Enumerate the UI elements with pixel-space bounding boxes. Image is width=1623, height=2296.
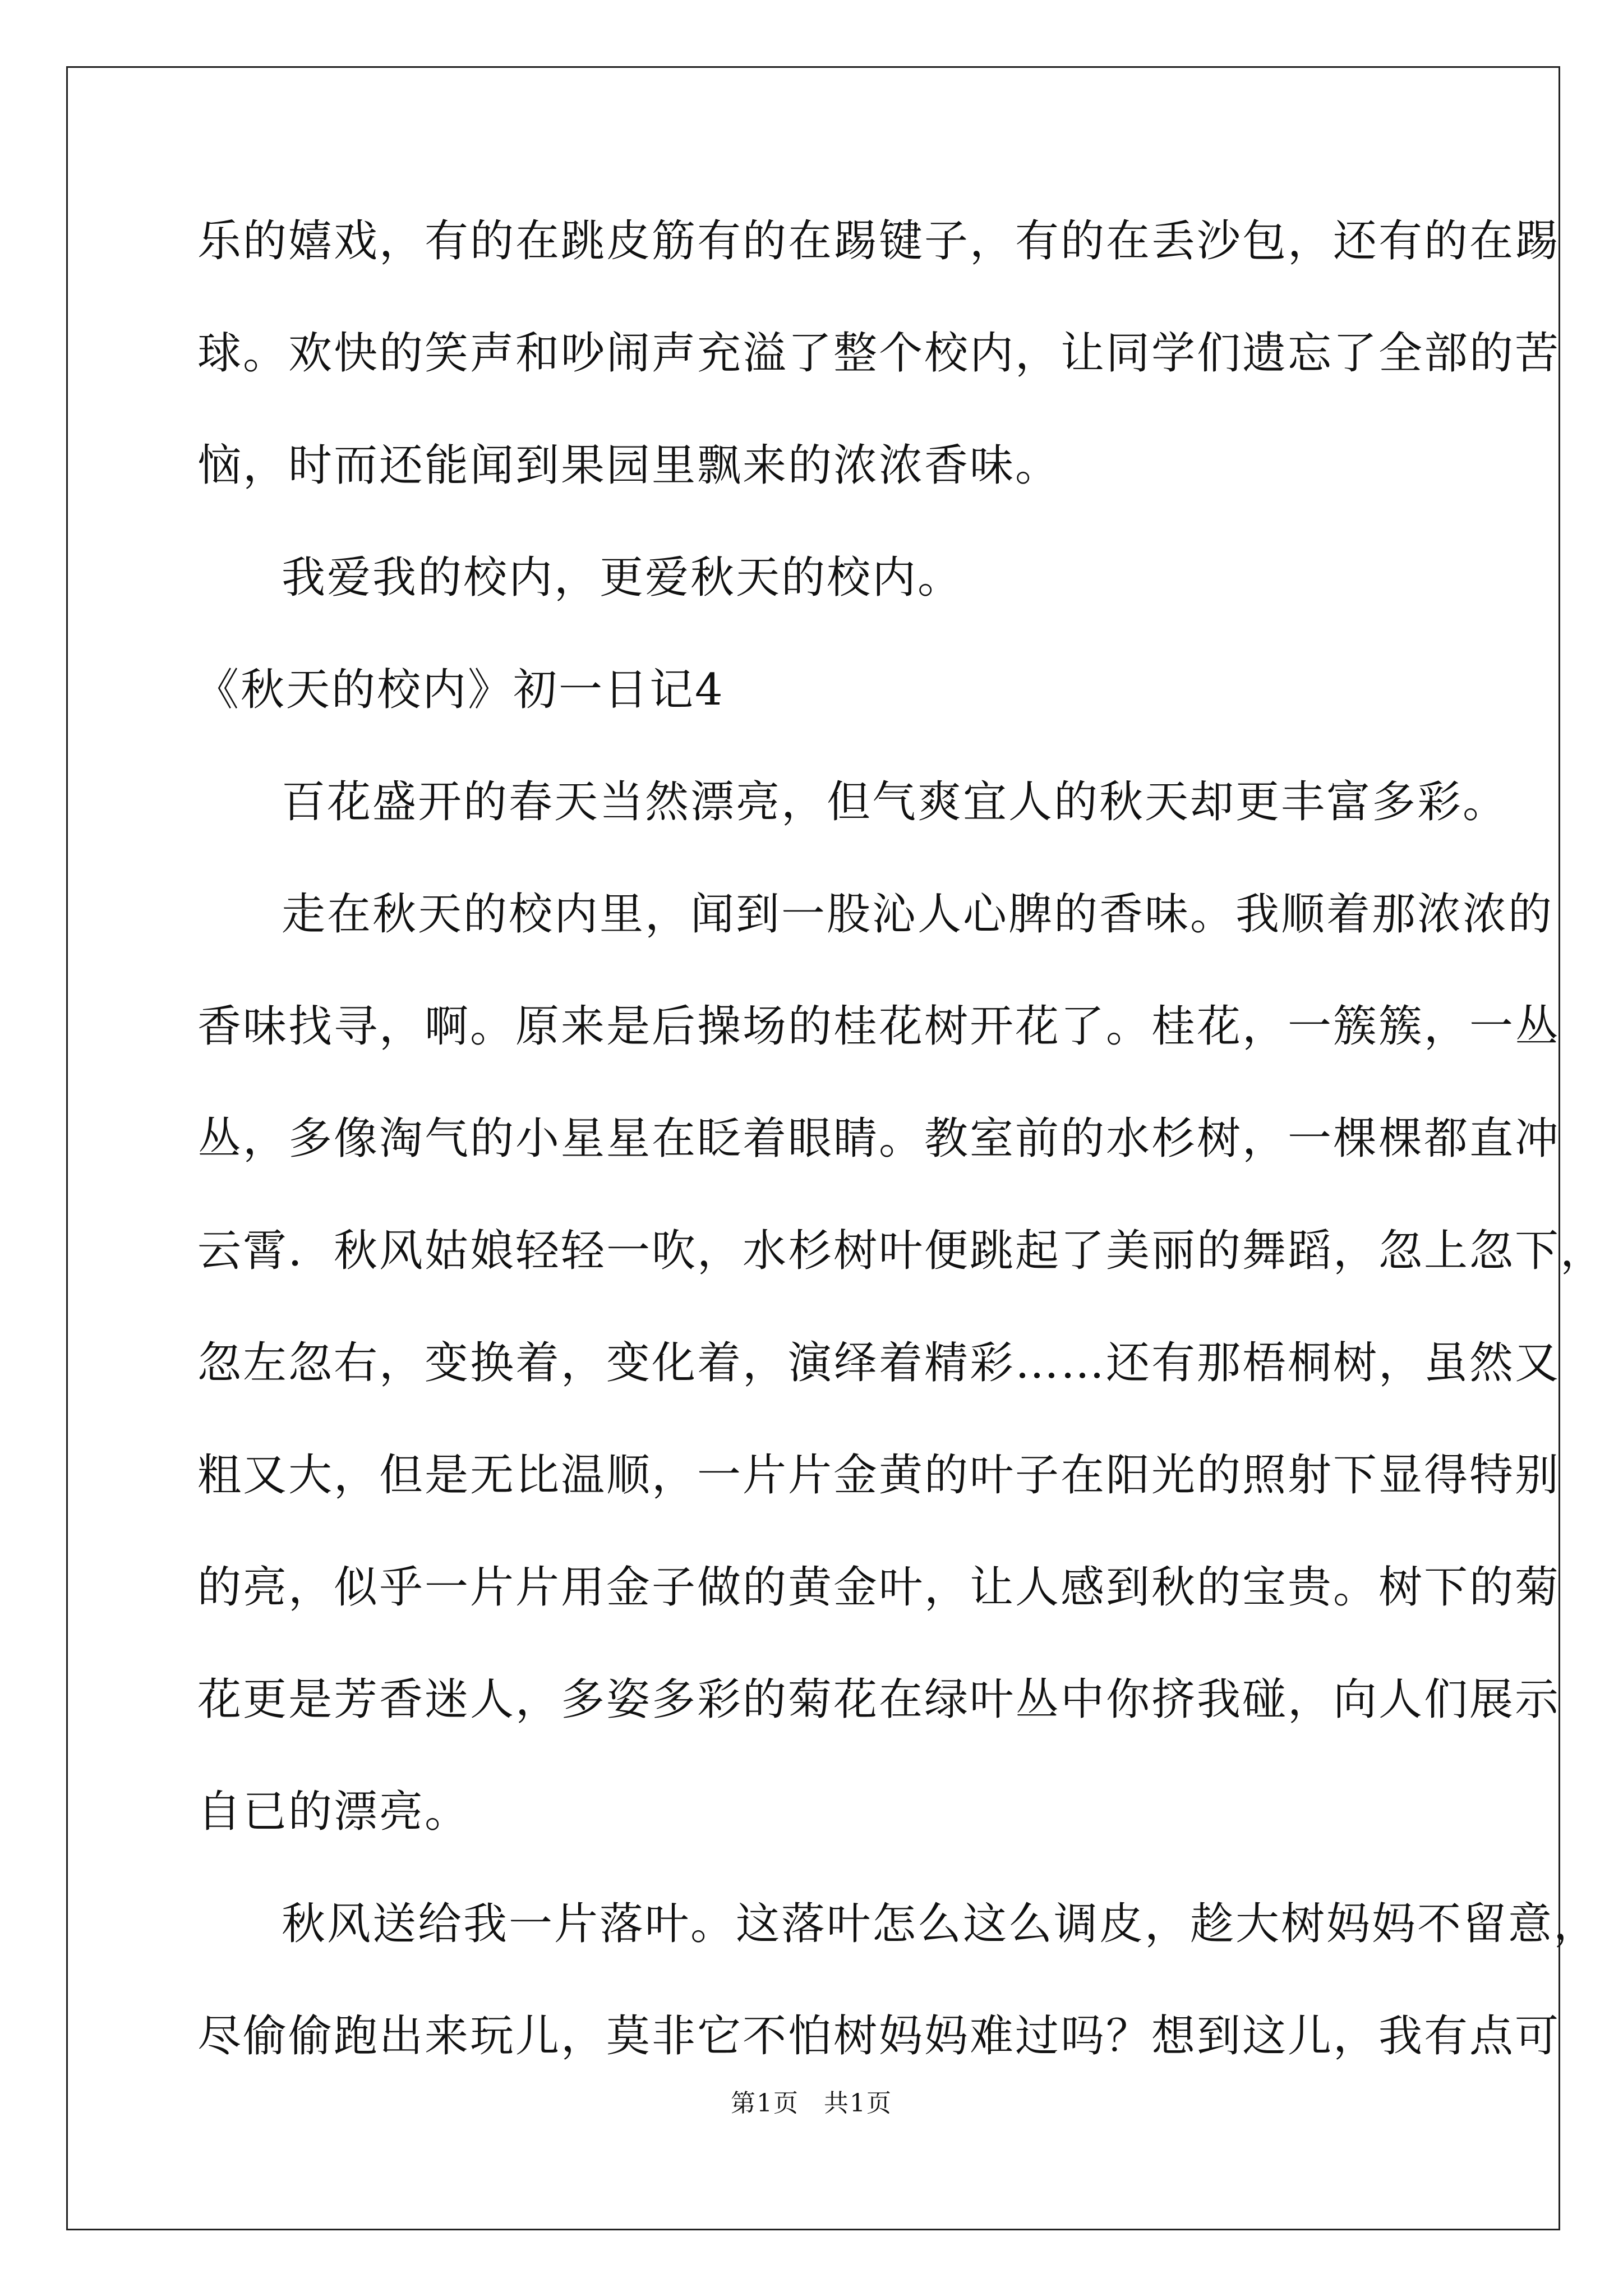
text-line: 香味找寻，啊。原来是后操场的桂花树开花了。桂花，一簇簇，一丛 [197,1001,1561,1052]
page-footer [0,2087,1623,2120]
page-number: 第1页 [731,2089,799,2118]
text-line: 乐的嬉戏，有的在跳皮筋有的在踢键子，有的在丢沙包，还有的在踢 [197,216,1561,266]
page-total: 共1页 [824,2089,892,2118]
text-line: 粗又大，但是无比温顺，一片片金黄的叶子在阳光的照射下显得特别 [197,1450,1561,1501]
text-line: 尽偷偷跑出来玩儿，莫非它不怕树妈妈难过吗？想到这儿，我有点可 [197,2011,1561,2062]
text-line: 自已的漂亮。 [197,1787,471,1837]
text-line: 花更是芳香迷人，多姿多彩的菊花在绿叶丛中你挤我碰，向人们展示 [197,1674,1561,1725]
section-heading: 《秋天的校内》初一日记4 [195,665,725,715]
paragraph-line: 走在秋天的校内里，闻到一股沁人心脾的香味。我顺着那浓浓的 [282,889,1554,940]
paragraph-line: 我爱我的校内，更爱秋天的校内。 [282,553,963,603]
text-line: 的亮，似乎一片片用金子做的黄金叶，让人感到秋的宝贵。树下的菊 [197,1562,1561,1613]
text-line: 忽左忽右，变换着，变化着，演绎着精彩……还有那梧桐树，虽然又 [197,1338,1561,1388]
paragraph-line: 秋风送给我一片落叶。这落叶怎么这么调皮，趁大树妈妈不留意， [282,1899,1599,1949]
text-line: 恼，时而还能闻到果园里飘来的浓浓香味。 [197,440,1061,491]
text-line: 丛，多像淘气的小星星在眨着眼睛。教室前的水杉树，一棵棵都直冲 [197,1114,1561,1164]
text-line: 球。欢快的笑声和吵闹声充溢了整个校内，让同学们遗忘了全部的苦 [197,328,1561,379]
paragraph-line: 百花盛开的春天当然漂亮，但气爽宜人的秋天却更丰富多彩。 [282,777,1509,827]
text-line: 云霄．秋风姑娘轻轻一吹，水杉树叶便跳起了美丽的舞蹈，忽上忽下， [197,1226,1606,1276]
